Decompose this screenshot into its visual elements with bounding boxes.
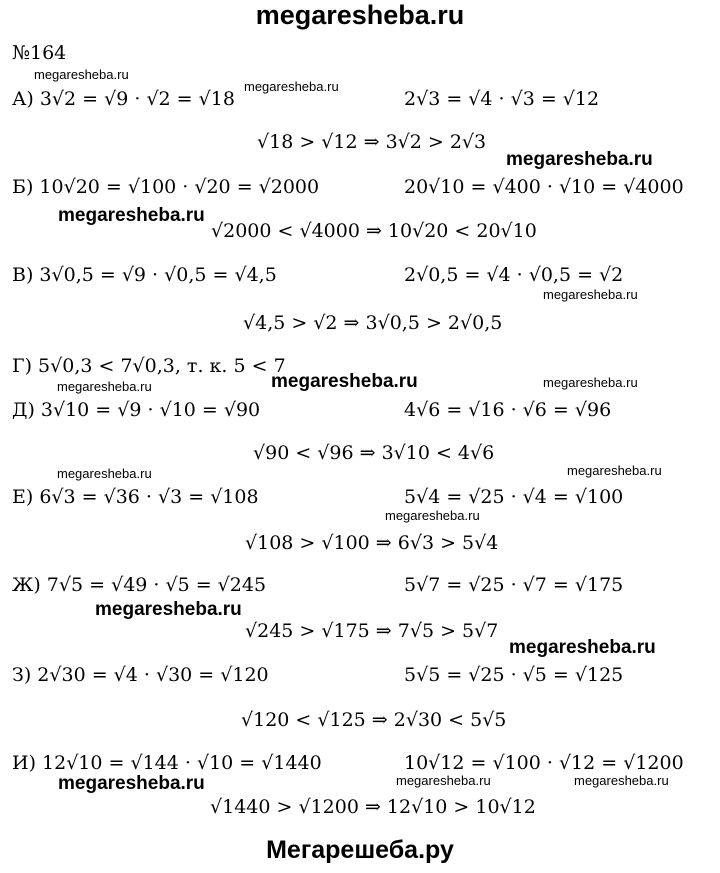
- solution-line-z-compare: √120 < √125 ⇒ 2√30 < 5√5: [241, 709, 507, 731]
- watermark: megaresheba.ru: [567, 463, 662, 478]
- watermark: megaresheba.ru: [95, 599, 242, 620]
- solution-line-g: Г) 5√0,3 < 7√0,3, т. к. 5 < 7: [12, 355, 286, 377]
- watermark: megaresheba.ru: [58, 773, 205, 794]
- solution-line-v-compare: √4,5 > √2 ⇒ 3√0,5 > 2√0,5: [243, 312, 503, 334]
- solution-line-v-left: В) 3√0,5 = √9 · √0,5 = √4,5: [12, 264, 277, 286]
- solution-line-zh-left: Ж) 7√5 = √49 · √5 = √245: [12, 574, 267, 596]
- watermark: megaresheba.ru: [58, 205, 205, 226]
- watermark: megaresheba.ru: [271, 371, 418, 392]
- watermark: megaresheba.ru: [543, 287, 638, 302]
- watermark: megaresheba.ru: [574, 773, 669, 788]
- watermark: megaresheba.ru: [543, 375, 638, 390]
- watermark: megaresheba.ru: [57, 466, 152, 481]
- solution-line-d-right: 4√6 = √16 · √6 = √96: [404, 399, 612, 421]
- solution-line-d-compare: √90 < √96 ⇒ 3√10 < 4√6: [253, 442, 495, 464]
- watermark: megaresheba.ru: [244, 79, 339, 94]
- solution-line-a-left: А) 3√2 = √9 · √2 = √18: [12, 88, 235, 110]
- watermark: megaresheba.ru: [506, 149, 653, 170]
- solution-line-i-right: 10√12 = √100 · √12 = √1200: [404, 752, 684, 774]
- solution-line-b-right: 20√10 = √400 · √10 = √4000: [404, 176, 684, 198]
- watermark: megaresheba.ru: [385, 508, 480, 523]
- site-header: megaresheba.ru: [255, 0, 465, 30]
- watermark: megaresheba.ru: [34, 67, 129, 82]
- solution-line-a-compare: √18 > √12 ⇒ 3√2 > 2√3: [257, 131, 487, 153]
- solution-line-a-right: 2√3 = √4 · √3 = √12: [404, 88, 600, 110]
- watermark: megaresheba.ru: [396, 773, 491, 788]
- solution-line-i-left: И) 12√10 = √144 · √10 = √1440: [12, 752, 322, 774]
- solution-line-b-left: Б) 10√20 = √100 · √20 = √2000: [12, 176, 320, 198]
- watermark: megaresheba.ru: [57, 379, 152, 394]
- solution-line-zh-right: 5√7 = √25 · √7 = √175: [404, 574, 624, 596]
- site-footer: Мегарешеба.ру: [266, 836, 454, 864]
- solution-line-z-left: З) 2√30 = √4 · √30 = √120: [12, 664, 269, 686]
- solution-line-zh-compare: √245 > √175 ⇒ 7√5 > 5√7: [245, 620, 499, 642]
- solution-line-z-right: 5√5 = √25 · √5 = √125: [404, 664, 624, 686]
- solution-line-e-left: Е) 6√3 = √36 · √3 = √108: [12, 486, 259, 508]
- solution-line-i-compare: √1440 > √1200 ⇒ 12√10 > 10√12: [210, 796, 536, 818]
- problem-number: №164: [12, 42, 67, 64]
- solution-line-e-compare: √108 > √100 ⇒ 6√3 > 5√4: [245, 532, 499, 554]
- solution-line-b-compare: √2000 < √4000 ⇒ 10√20 < 20√10: [211, 220, 537, 242]
- watermark: megaresheba.ru: [509, 637, 656, 658]
- solution-line-e-right: 5√4 = √25 · √4 = √100: [404, 486, 624, 508]
- solution-line-v-right: 2√0,5 = √4 · √0,5 = √2: [404, 264, 624, 286]
- solution-line-d-left: Д) 3√10 = √9 · √10 = √90: [12, 399, 261, 421]
